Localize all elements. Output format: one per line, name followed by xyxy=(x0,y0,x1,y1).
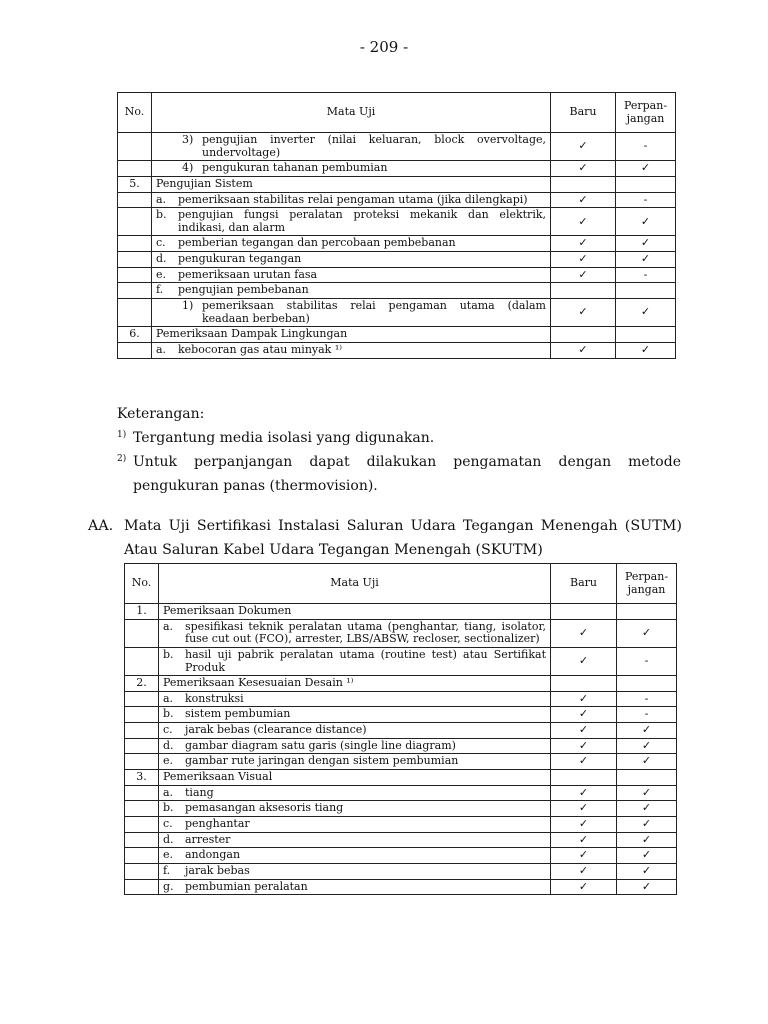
row-number: 2. xyxy=(125,676,159,692)
item-letter: b. xyxy=(163,647,174,661)
item-letter: 4) xyxy=(182,161,194,175)
header-baru: Baru xyxy=(551,93,616,133)
table-row xyxy=(125,619,677,647)
row-test-item xyxy=(159,691,551,707)
perpanjangan-mark xyxy=(617,770,677,786)
item-text: pembumian peralatan xyxy=(185,879,308,893)
table-row xyxy=(118,236,676,252)
perpanjangan-mark: ✓ xyxy=(617,832,677,848)
baru-mark: ✓ xyxy=(551,848,617,864)
row-test-item xyxy=(152,236,551,252)
table-row xyxy=(118,252,676,268)
table-row xyxy=(118,161,676,177)
section-title: Mata Uji Sertifikasi Instalasi Saluran Udara Tegangan Menengah (SUTM) Atau Saluran Kabel Udara Tegangan Menengah (SKUTM) xyxy=(124,518,682,558)
note-mark: 2) xyxy=(117,454,127,464)
item-text: pemberian tegangan dan percobaan pembebanan xyxy=(178,236,456,250)
perpanjangan-mark xyxy=(616,327,676,343)
row-test-item xyxy=(159,848,551,864)
table-row xyxy=(125,691,677,707)
row-number xyxy=(125,738,159,754)
row-test-item xyxy=(152,267,551,283)
note-item xyxy=(117,450,681,498)
perpanjangan-mark xyxy=(616,176,676,192)
perpanjangan-mark: ✓ xyxy=(617,754,677,770)
baru-mark: ✓ xyxy=(551,816,617,832)
row-test-item xyxy=(152,192,551,208)
item-letter: a. xyxy=(163,619,174,633)
row-test-item xyxy=(152,342,551,358)
header-perpanjangan: Perpan- jangan xyxy=(616,93,676,133)
table-row xyxy=(118,192,676,208)
table-row xyxy=(125,879,677,895)
item-letter: d. xyxy=(163,832,174,846)
perpanjangan-mark xyxy=(616,283,676,299)
baru-mark: ✓ xyxy=(551,133,616,161)
note-text: Tergantung media isolasi yang digunakan. xyxy=(133,430,435,446)
perpanjangan-mark: ✓ xyxy=(616,252,676,268)
item-letter: g. xyxy=(163,879,174,893)
item-text: jarak bebas xyxy=(185,863,250,877)
row-number xyxy=(118,252,152,268)
header-baru: Baru xyxy=(551,564,617,604)
perpanjangan-mark: - xyxy=(617,707,677,723)
item-letter: d. xyxy=(156,252,167,266)
note-text: Untuk perpanjangan dapat dilakukan pengamatan dengan metode pengukuran panas (thermovision). xyxy=(133,454,681,494)
test-table-continued xyxy=(117,92,676,359)
perpanjangan-mark xyxy=(617,676,677,692)
item-text: Pemeriksaan Visual xyxy=(163,770,273,784)
baru-mark xyxy=(551,604,617,620)
perpanjangan-mark: ✓ xyxy=(617,738,677,754)
item-text: pengujian inverter (nilai keluaran, block overvoltage, undervoltage) xyxy=(202,133,546,159)
item-text: pengujian fungsi peralatan proteksi mekanik dan elektrik, indikasi, dan alarm xyxy=(178,208,546,234)
table-row xyxy=(118,133,676,161)
table-row xyxy=(125,848,677,864)
row-number: 1. xyxy=(125,604,159,620)
table-row xyxy=(125,604,677,620)
row-number xyxy=(125,619,159,647)
table-row xyxy=(125,676,677,692)
table-row xyxy=(125,738,677,754)
perpanjangan-mark: - xyxy=(616,192,676,208)
row-test-item xyxy=(152,133,551,161)
row-test-item xyxy=(152,208,551,236)
item-text: hasil uji pabrik peralatan utama (routine test) atau Sertifikat Produk xyxy=(185,647,546,674)
item-letter: b. xyxy=(163,707,174,721)
baru-mark: ✓ xyxy=(551,832,617,848)
baru-mark: ✓ xyxy=(551,299,616,327)
item-text: pemasangan aksesoris tiang xyxy=(185,801,344,815)
note-item xyxy=(117,426,681,450)
baru-mark: ✓ xyxy=(551,707,617,723)
item-text: Pemeriksaan Kesesuaian Desain ¹⁾ xyxy=(163,676,354,690)
row-test-item xyxy=(159,647,551,675)
perpanjangan-mark: - xyxy=(616,133,676,161)
row-number xyxy=(125,863,159,879)
table-row xyxy=(125,647,677,675)
baru-mark xyxy=(551,676,617,692)
row-number xyxy=(118,161,152,177)
item-text: penghantar xyxy=(185,816,250,830)
perpanjangan-mark: ✓ xyxy=(616,161,676,177)
notes xyxy=(117,402,681,498)
row-number: 5. xyxy=(118,176,152,192)
row-test-item xyxy=(159,770,551,786)
item-letter: b. xyxy=(156,208,167,222)
baru-mark xyxy=(551,283,616,299)
row-test-item xyxy=(159,785,551,801)
item-letter: a. xyxy=(156,342,167,356)
table-row xyxy=(118,176,676,192)
row-test-item xyxy=(159,832,551,848)
row-test-item xyxy=(159,676,551,692)
baru-mark: ✓ xyxy=(551,252,616,268)
row-test-item xyxy=(152,283,551,299)
table-row xyxy=(125,754,677,770)
baru-mark: ✓ xyxy=(551,236,616,252)
row-number xyxy=(118,192,152,208)
table-row xyxy=(125,770,677,786)
perpanjangan-mark: ✓ xyxy=(617,816,677,832)
row-number xyxy=(125,647,159,675)
item-letter: c. xyxy=(156,236,166,250)
row-test-item xyxy=(159,863,551,879)
page-number: - 209 - xyxy=(359,38,409,56)
header-mata-uji: Mata Uji xyxy=(152,93,551,133)
row-test-item xyxy=(159,619,551,647)
item-letter: c. xyxy=(163,723,173,737)
row-number xyxy=(125,879,159,895)
item-text: pengujian pembebanan xyxy=(178,283,309,297)
perpanjangan-mark: ✓ xyxy=(616,342,676,358)
perpanjangan-mark: ✓ xyxy=(617,785,677,801)
header-perpanjangan: Perpan- jangan xyxy=(617,564,677,604)
item-letter: d. xyxy=(163,738,174,752)
row-number xyxy=(125,848,159,864)
perpanjangan-mark: ✓ xyxy=(617,801,677,817)
perpanjangan-mark: ✓ xyxy=(617,619,677,647)
row-number xyxy=(125,691,159,707)
row-number xyxy=(125,816,159,832)
row-number xyxy=(118,133,152,161)
item-letter: f. xyxy=(163,863,171,877)
row-number xyxy=(125,754,159,770)
item-text: sistem pembumian xyxy=(185,707,291,721)
perpanjangan-mark xyxy=(617,604,677,620)
row-test-item xyxy=(159,604,551,620)
section-heading xyxy=(88,514,682,562)
baru-mark: ✓ xyxy=(551,267,616,283)
perpanjangan-mark: - xyxy=(616,267,676,283)
item-letter: a. xyxy=(163,691,174,705)
item-letter: a. xyxy=(156,192,167,206)
table-row xyxy=(125,785,677,801)
item-letter: 3) xyxy=(182,133,194,146)
item-text: pemeriksaan stabilitas relai pengaman utama (dalam keadaan berbeban) xyxy=(202,299,546,325)
item-text: tiang xyxy=(185,785,214,799)
perpanjangan-mark: ✓ xyxy=(617,863,677,879)
note-mark: 1) xyxy=(117,430,127,440)
table-row xyxy=(125,816,677,832)
perpanjangan-mark: - xyxy=(617,647,677,675)
item-letter: e. xyxy=(163,754,174,768)
baru-mark: ✓ xyxy=(551,738,617,754)
row-test-item xyxy=(159,723,551,739)
item-text: spesifikasi teknik peralatan utama (penghantar, tiang, isolator, fuse cut out (FCO), arrester, LBS/ABSW, recloser, sectionalizer) xyxy=(185,619,546,646)
perpanjangan-mark: ✓ xyxy=(617,879,677,895)
table-row xyxy=(125,863,677,879)
item-letter: a. xyxy=(163,785,174,799)
baru-mark: ✓ xyxy=(551,619,617,647)
header-no: No. xyxy=(118,93,152,133)
row-number xyxy=(118,236,152,252)
item-text: andongan xyxy=(185,848,241,862)
row-number xyxy=(125,707,159,723)
row-test-item xyxy=(152,176,551,192)
perpanjangan-mark: ✓ xyxy=(616,299,676,327)
table-row xyxy=(125,832,677,848)
baru-mark: ✓ xyxy=(551,342,616,358)
notes-title: Keterangan: xyxy=(117,406,205,422)
item-text: konstruksi xyxy=(185,691,244,705)
row-number xyxy=(125,832,159,848)
table-row xyxy=(118,208,676,236)
item-text: Pengujian Sistem xyxy=(156,176,253,190)
baru-mark: ✓ xyxy=(551,647,617,675)
row-number: 6. xyxy=(118,327,152,343)
item-text: Pemeriksaan Dokumen xyxy=(163,604,292,617)
baru-mark: ✓ xyxy=(551,208,616,236)
row-number xyxy=(118,299,152,327)
perpanjangan-mark: ✓ xyxy=(617,723,677,739)
test-table-sutm xyxy=(124,563,677,895)
row-test-item xyxy=(152,252,551,268)
item-text: pemeriksaan urutan fasa xyxy=(178,267,318,281)
baru-mark: ✓ xyxy=(551,161,616,177)
row-test-item xyxy=(159,738,551,754)
row-number xyxy=(125,785,159,801)
section-letter: AA. xyxy=(88,518,114,534)
table-row xyxy=(125,707,677,723)
table-row xyxy=(118,327,676,343)
item-letter: f. xyxy=(156,283,164,297)
row-number xyxy=(118,208,152,236)
row-test-item xyxy=(159,879,551,895)
row-number xyxy=(118,342,152,358)
baru-mark xyxy=(551,327,616,343)
item-text: arrester xyxy=(185,832,231,846)
row-number xyxy=(125,801,159,817)
row-test-item xyxy=(152,161,551,177)
row-test-item xyxy=(152,327,551,343)
item-letter: 1) xyxy=(182,299,194,313)
row-number xyxy=(118,267,152,283)
row-test-item xyxy=(159,754,551,770)
item-text: pengukuran tegangan xyxy=(178,252,302,266)
item-text: gambar rute jaringan dengan sistem pembumian xyxy=(185,754,459,768)
baru-mark: ✓ xyxy=(551,754,617,770)
table-row xyxy=(118,283,676,299)
item-text: Pemeriksaan Dampak Lingkungan xyxy=(156,327,348,341)
item-text: gambar diagram satu garis (single line diagram) xyxy=(185,738,456,752)
header-no: No. xyxy=(125,564,159,604)
baru-mark xyxy=(551,770,617,786)
baru-mark: ✓ xyxy=(551,863,617,879)
item-letter: e. xyxy=(156,267,167,281)
baru-mark: ✓ xyxy=(551,723,617,739)
item-letter: b. xyxy=(163,801,174,815)
item-letter: c. xyxy=(163,816,173,830)
row-test-item xyxy=(159,801,551,817)
baru-mark: ✓ xyxy=(551,192,616,208)
row-test-item xyxy=(152,299,551,327)
table-row xyxy=(118,267,676,283)
item-text: pengukuran tahanan pembumian xyxy=(202,161,388,175)
baru-mark: ✓ xyxy=(551,785,617,801)
table-row xyxy=(118,299,676,327)
row-test-item xyxy=(159,816,551,832)
row-number: 3. xyxy=(125,770,159,786)
baru-mark: ✓ xyxy=(551,879,617,895)
perpanjangan-mark: ✓ xyxy=(616,208,676,236)
header-mata-uji: Mata Uji xyxy=(159,564,551,604)
perpanjangan-mark: ✓ xyxy=(617,848,677,864)
baru-mark: ✓ xyxy=(551,691,617,707)
row-number xyxy=(118,283,152,299)
row-test-item xyxy=(159,707,551,723)
baru-mark xyxy=(551,176,616,192)
table-row xyxy=(125,723,677,739)
item-letter: e. xyxy=(163,848,174,862)
table-row xyxy=(125,801,677,817)
item-text: kebocoran gas atau minyak ¹⁾ xyxy=(178,342,342,356)
row-number xyxy=(125,723,159,739)
perpanjangan-mark: ✓ xyxy=(616,236,676,252)
table-row xyxy=(118,342,676,358)
perpanjangan-mark: - xyxy=(617,691,677,707)
baru-mark: ✓ xyxy=(551,801,617,817)
item-text: jarak bebas (clearance distance) xyxy=(185,723,367,737)
item-text: pemeriksaan stabilitas relai pengaman utama (jika dilengkapi) xyxy=(178,192,528,206)
